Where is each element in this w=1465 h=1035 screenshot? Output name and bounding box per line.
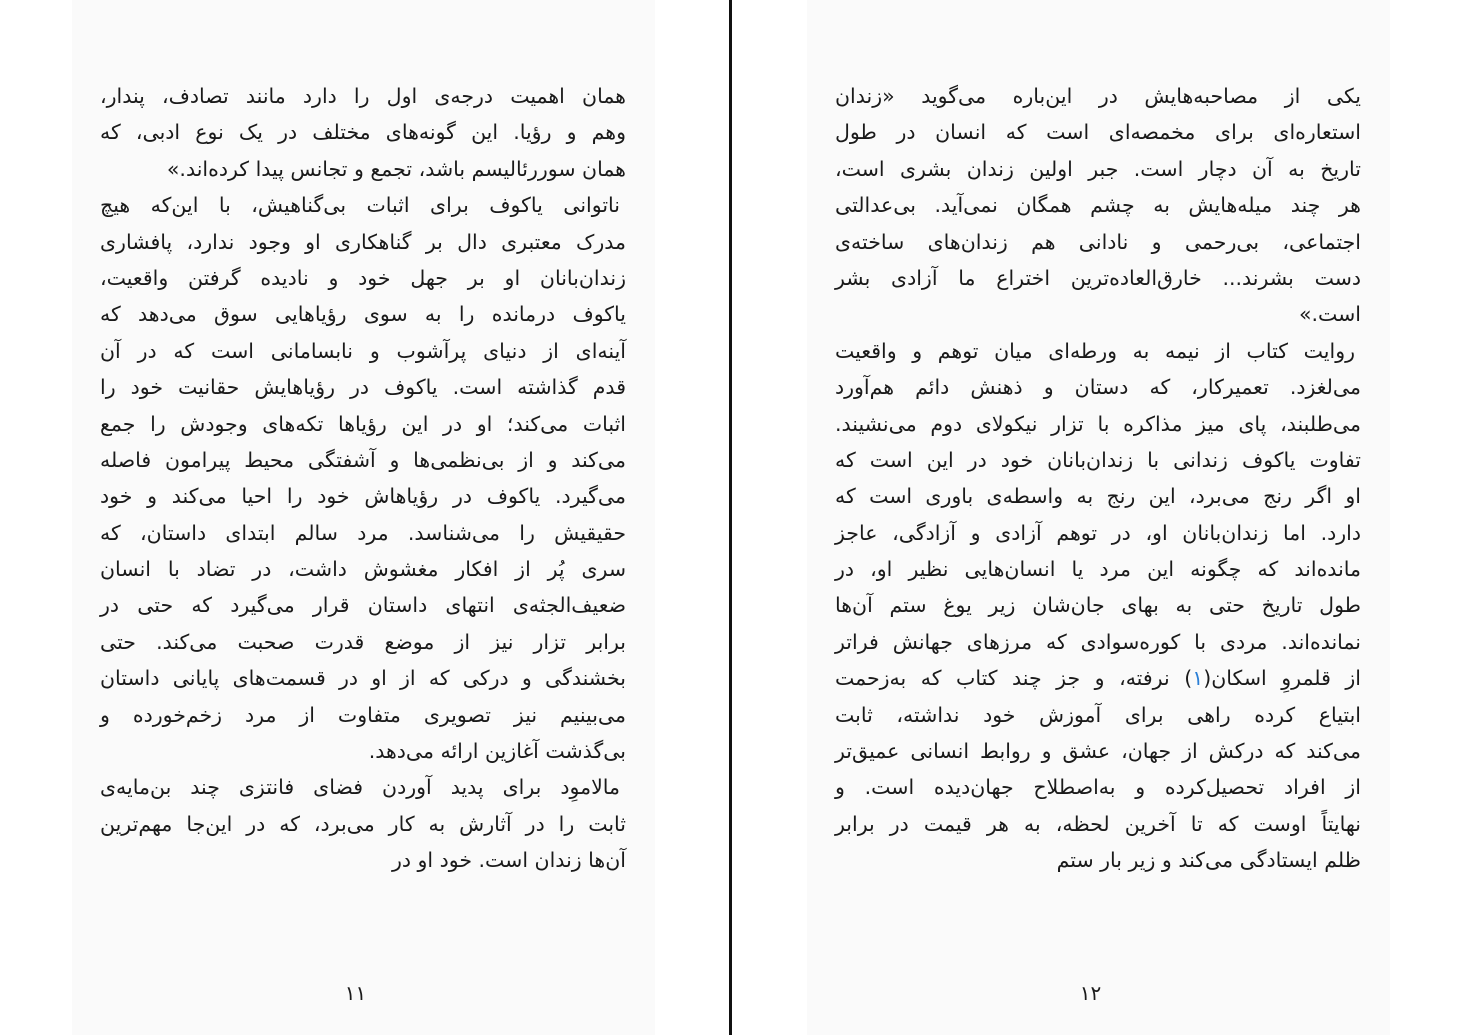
text-line: همان اهمیت درجه‌ی اول را دارد مانند تصادف، پندار،	[100, 84, 626, 108]
footnote-link[interactable]: ۱	[1192, 666, 1204, 691]
paragraph	[100, 78, 626, 187]
text-line: استعاره‌ای برای مخمصه‌ای است که انسان در طول	[835, 120, 1361, 145]
text-line: یکی از مصاحبه‌هایش در این‌باره می‌گوید «زندان	[835, 84, 1361, 108]
text-segment: (	[1203, 666, 1212, 691]
text-line: دست بشرند... خارق‌العاده‌ترین اختراع ما آزادی بشر	[835, 265, 1361, 290]
text-line: روایت کتاب از نیمه به ورطه‌ای میان توهم و واقعیت	[835, 338, 1355, 363]
text-line: قدم گذاشته است. یاکوف در رؤیاهایش حقانیت خود را	[100, 375, 626, 400]
paragraph	[100, 187, 626, 769]
text-line: می‌کند و از بی‌نظمی‌ها و آشفتگی محیط پیرامون فاصله	[100, 447, 626, 472]
text-line: می‌طلبند، پای میز مذاکره با تزار نیکولای دوم می‌نشیند.	[835, 411, 1361, 436]
text-line: مدرک معتبری دال بر گناهکاری او وجود ندارد، پافشاری	[100, 229, 626, 254]
text-line: ابتیاع کرده راهی برای آموزش خود نداشته، ثابت	[835, 702, 1361, 727]
text-line: زندان‌بانان او بر جهل خود و نادیده گرفتن واقعیت،	[100, 265, 626, 290]
text-line: آینه‌ای از دنیای پرآشوب و نابسامانی است که در آن	[100, 338, 626, 363]
text-line: مالاموِد برای پدید آوردن فضای فانتزی چند بن‌مایه‌ی	[100, 775, 620, 800]
book-spine-divider	[729, 0, 732, 1035]
right-page	[807, 0, 1390, 1035]
paragraph	[835, 333, 1361, 879]
paragraph	[835, 78, 1361, 333]
right-page-text	[835, 78, 1361, 879]
text-line: بی‌گذشت آغازین ارائه می‌دهد.	[368, 739, 626, 764]
text-line: تاریخ به آن دچار است. جبر اولین زندان بشری است،	[835, 156, 1361, 181]
text-line: سری پُر از افکار مغشوش داشت، در تضاد با انسان	[100, 557, 626, 582]
text-segment: از قلمروِ اسکان	[1211, 666, 1361, 691]
text-line: او اگر رنج می‌برد، این رنج به واسطه‌ی باوری است که	[835, 484, 1361, 509]
text-line: از افراد تحصیل‌کرده و به‌اصطلاح جهان‌دیده است. و	[835, 775, 1361, 800]
text-line: نهایتاً اوست که تا آخرین لحظه، به هر قیمت در برابر	[835, 811, 1361, 836]
text-line: می‌لغزد. تعمیرکار، که دستان و ذهنش دائم هم‌آورد	[835, 375, 1361, 400]
paragraph	[100, 769, 626, 878]
text-line: مانده‌اند که چگونه این مرد یا انسان‌هایی نظیر او، در	[835, 557, 1361, 582]
text-line: است.»	[1298, 302, 1361, 327]
page-number: ۱۲	[1079, 981, 1102, 1005]
text-line: تفاوت یاکوف زندانی با زندان‌بانان خود در این است که	[835, 447, 1361, 472]
text-line: ثابت را در آثارش به کار می‌برد، که در این‌جا مهم‌ترین	[100, 811, 626, 836]
text-line: ضعیف‌الجثه‌ی انتهای داستان قرار می‌گیرد که حتی در	[100, 593, 626, 618]
left-page	[72, 0, 655, 1035]
text-line: ظلم ایستادگی می‌کند و زیر بار ستم	[1056, 848, 1361, 873]
text-line-with-footnote	[835, 660, 1361, 696]
text-line: آن‌ها زندان است. خود او در	[391, 848, 626, 873]
text-line: یاکوف درمانده را به سوی رؤیاهایی سوق می‌دهد که	[100, 302, 626, 327]
text-line: اثبات می‌کند؛ او در این رؤیاها تکه‌های وجودش را جمع	[100, 411, 626, 436]
text-line: همان سوررئالیسم باشد، تجمع و تجانس پیدا کرده‌اند.»	[166, 156, 626, 181]
text-line: دارد. اما زندان‌بانان او، در توهم آزادی و آزادگی، عاجز	[835, 520, 1361, 545]
text-line: حقیقیش را می‌شناسد. مرد سالم ابتدای داستان، که	[100, 520, 626, 545]
text-line: بخشندگی و درکی که از او در قسمت‌های پایانی داستان	[100, 666, 626, 691]
page-number: ۱۱	[344, 981, 367, 1005]
text-line: می‌کند که درکش از جهان، عشق و روابط انسانی عمیق‌تر	[835, 739, 1361, 764]
text-line: طول تاریخ حتی به بهای جان‌شان زیر یوغ ستم آن‌ها	[835, 593, 1361, 618]
text-line: نمانده‌اند. مردی با کوره‌سوادی که مرزهای جهانش فراتر	[835, 629, 1361, 654]
text-line: می‌گیرد. یاکوف در رؤیاهاش خود را احیا می‌کند و خود	[100, 484, 626, 509]
text-segment: ) نرفته، و جز چند کتاب که به‌زحمت	[835, 666, 1193, 691]
text-line: هر چند میله‌هایش به چشم همگان نمی‌آید. بی‌عدالتی	[835, 193, 1361, 218]
text-line: وهم و رؤیا. این گونه‌های مختلف در یک نوع ادبی، که	[100, 120, 626, 145]
left-page-text	[100, 78, 626, 879]
text-line: ناتوانی یاکوف برای اثبات بی‌گناهیش، با این‌که هیچ	[100, 193, 620, 218]
text-line: می‌بینیم نیز تصویری متفاوت از مرد زخم‌خورده و	[100, 702, 626, 727]
text-line: اجتماعی، بی‌رحمی و نادانی هم زندان‌های ساخته‌ی	[835, 229, 1361, 254]
text-line: برابر تزار نیز از موضع قدرت صحبت می‌کند. حتی	[100, 629, 626, 654]
